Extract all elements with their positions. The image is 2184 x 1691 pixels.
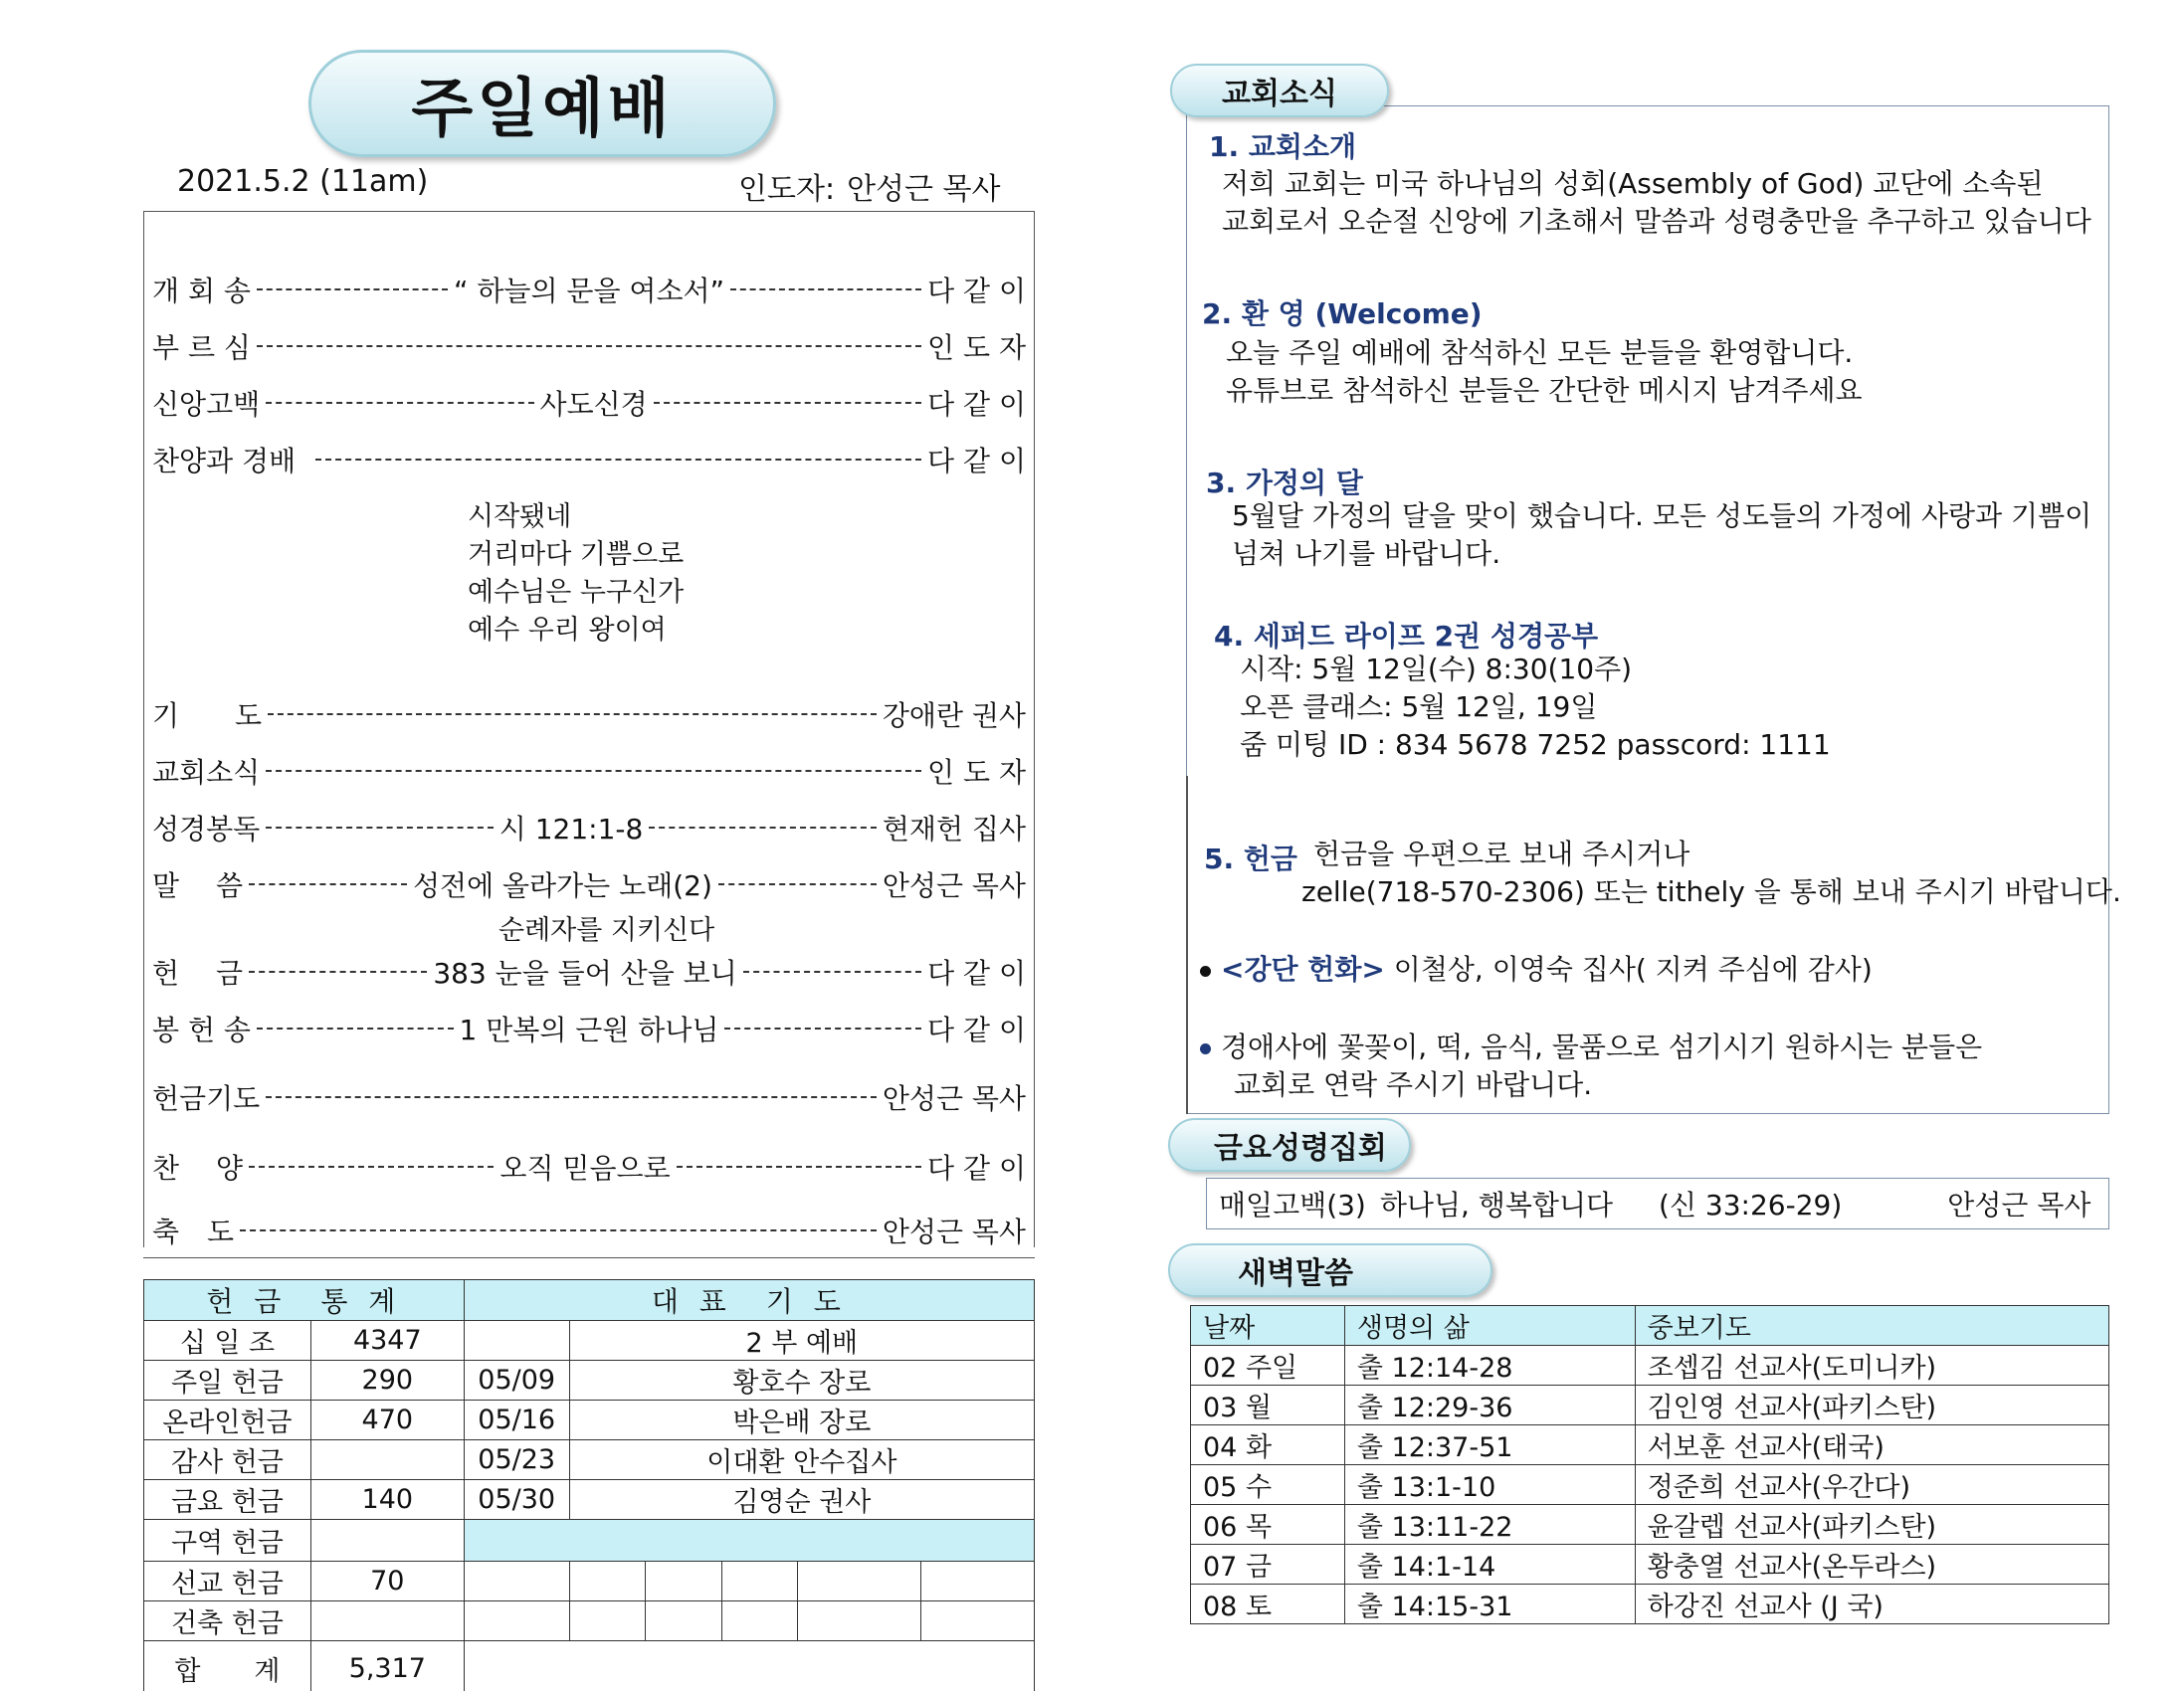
order-row: 찬 양 오직 믿음으로 다 같 이 [152, 1152, 1026, 1185]
table-row: 04 화 출 12:37-51 서보훈 선교사(태국) [1191, 1425, 2109, 1465]
offering-total-label: 합 계 [144, 1641, 311, 1691]
order-row: 찬양과 경배 다 같 이 [152, 445, 1026, 477]
prayer-date: 05/09 [464, 1361, 569, 1401]
order-row: 개 회 송 “ 하늘의 문을 여소서” 다 같 이 [152, 275, 1027, 307]
prayer-date: 05/16 [464, 1401, 569, 1440]
offering-table [143, 1279, 1035, 1691]
prayer-name: 황호수 장로 [569, 1361, 1034, 1401]
offering-amount: 140 [310, 1480, 464, 1520]
praise-song: 예수님은 누구신가 [468, 577, 685, 608]
friday-service [1206, 1178, 2109, 1229]
order-row: 성경봉독 시 121:1-8 현재헌 집사 [152, 813, 1027, 846]
offering-label: 선교 헌금 [144, 1562, 311, 1601]
section-title: 5. 헌금 [1204, 843, 1297, 875]
order-row: 교회소식 인 도 자 [152, 756, 1026, 789]
order-row: 헌금기도 안성근 목사 [152, 1082, 1026, 1115]
dawn-tab: 새벽말씀 [1168, 1243, 1492, 1297]
news-tab: 교회소식 [1170, 64, 1389, 117]
offering-amount [310, 1440, 464, 1480]
section-body: 저희 교회는 미국 하나님의 성회(Assembly of God) 교단에 소속된 교회로서 오순절 신앙에 기초해서 말씀과 성령충만을 추구하고 있습니다 [1222, 167, 2091, 238]
praise-song: 예수 우리 왕이여 [468, 615, 667, 646]
order-row: 신앙고백 사도신경 다 같 이 [152, 388, 1027, 421]
table-row: 05 수 출 13:1-10 정준희 선교사(우간다) [1191, 1465, 2109, 1505]
donation-notice: 경애사에 꽃꽂이, 떡, 음식, 물품으로 섬기시기 원하시는 분들은 교회로 연락 주시기 바랍니다. [1200, 1029, 1982, 1104]
section-title: 1. 교회소개 [1209, 130, 1357, 163]
divider [1186, 776, 1188, 1114]
section-title: 3. 가정의 달 [1206, 467, 1363, 499]
column-header: 생명의 삶 [1344, 1306, 1635, 1346]
friday-speaker: 안성근 목사 [1947, 1189, 2091, 1221]
offering-amount: 4347 [310, 1321, 464, 1361]
worship-order [143, 211, 1035, 1247]
service-date: 2021.5.2 (11am) [177, 164, 429, 199]
offering-amount [310, 1520, 464, 1562]
offering-label: 건축 헌금 [144, 1601, 311, 1641]
table-row: 06 목 출 13:11-22 윤갈렙 선교사(파키스탄) [1191, 1505, 2109, 1545]
offering-amount: 470 [310, 1401, 464, 1440]
prayer-name: 김영순 권사 [569, 1480, 1034, 1520]
offering-label: 주일 헌금 [144, 1361, 311, 1401]
offering-stats-header: 헌 금 통 계 [144, 1280, 465, 1321]
leader-label: 인도자: [738, 172, 836, 207]
offering-label: 구역 헌금 [144, 1520, 311, 1562]
order-row: 축 도 안성근 목사 [152, 1216, 1026, 1248]
prayer-service: 2 부 예배 [569, 1321, 1034, 1361]
bullet-icon [1200, 1043, 1211, 1054]
table-row: 08 토 출 14:15-31 하강진 선교사 (J 국) [1191, 1585, 2109, 1624]
section-title: 2. 환 영 (Welcome) [1202, 297, 1483, 330]
flower-notice: <강단 헌화> 이철상, 이영숙 집사( 지켜 주심에 감사) [1200, 951, 1873, 989]
section-title: 4. 세퍼드 라이프 2권 성경공부 [1214, 620, 1599, 653]
divider [143, 1257, 1035, 1258]
service-leader [738, 164, 1001, 208]
table-row: 03 월 출 12:29-36 김인영 선교사(파키스탄) [1191, 1386, 2109, 1425]
friday-tab: 금요성령집회 [1168, 1118, 1411, 1172]
order-row: 말 씀 성전에 올라가는 노래(2) 안성근 목사 [152, 869, 1026, 902]
offering-total: 5,317 [310, 1641, 464, 1691]
sermon-subtitle: 순례자를 지키신다 [498, 915, 715, 946]
offering-label: 금요 헌금 [144, 1480, 311, 1520]
prayer-date: 05/23 [464, 1440, 569, 1480]
friday-topic: 하나님, 행복합니다 [1379, 1189, 1614, 1221]
offering-amount [310, 1601, 464, 1641]
section-body: 오늘 주일 예배에 참석하신 모든 분들을 환영합니다. 유튜브로 참석하신 분들은 간단한 메시지 남겨주세요 [1226, 336, 1863, 407]
order-row: 기 도 강애란 권사 [152, 699, 1026, 732]
friday-song: 매일고백(3) [1219, 1189, 1366, 1221]
prayer-date: 05/30 [464, 1480, 569, 1520]
prayer-header: 대 표 기 도 [464, 1280, 1034, 1321]
praise-song: 거리마다 기쁨으로 [468, 539, 685, 570]
order-row: 헌 금 383 눈을 들어 산을 보니 다 같 이 [152, 957, 1027, 990]
table-row: 07 금 출 14:1-14 황충열 선교사(온두라스) [1191, 1545, 2109, 1585]
column-header: 날짜 [1191, 1306, 1345, 1346]
offering-label: 십 일 조 [144, 1321, 311, 1361]
order-row: 봉 헌 송 1 만복의 근원 하나님 다 같 이 [152, 1014, 1026, 1046]
dawn-schedule-table [1190, 1305, 2109, 1624]
section-body: 헌금을 우편으로 보내 주시거나 [1313, 838, 1690, 870]
offering-amount: 290 [310, 1361, 464, 1401]
offering-label: 감사 헌금 [144, 1440, 311, 1480]
offering-label: 온라인헌금 [144, 1401, 311, 1440]
bullet-icon [1200, 966, 1211, 977]
section-body: zelle(718-570-2306) 또는 tithely 을 통해 보내 주시기 바랍니다. [1301, 875, 2121, 908]
table-row: 02 주일 출 12:14-28 조셉김 선교사(도미니카) [1191, 1346, 2109, 1386]
friday-reference: (신 33:26-29) [1659, 1189, 1843, 1221]
section-body: 5월달 가정의 달을 맞이 했습니다. 모든 성도들의 가정에 사랑과 기쁨이 넘쳐 나기를 바랍니다. [1232, 499, 2092, 570]
prayer-name: 박은배 장로 [569, 1401, 1034, 1440]
prayer-name: 이대환 안수집사 [569, 1440, 1034, 1480]
order-row: 부 르 심 인 도 자 [152, 331, 1026, 364]
column-header: 중보기도 [1635, 1306, 2108, 1346]
leader-name: 안성근 목사 [847, 172, 1001, 207]
offering-amount: 70 [310, 1562, 464, 1601]
section-body: 시작: 5월 12일(수) 8:30(10주) 오픈 클래스: 5월 12일, 19일 줌 미팅 ID : 834 5678 7252 passcord: 1111 [1240, 653, 1831, 761]
praise-song: 시작됐네 [468, 501, 572, 532]
praise-song-list [468, 498, 684, 650]
page-title: 주일예배 [308, 50, 776, 157]
